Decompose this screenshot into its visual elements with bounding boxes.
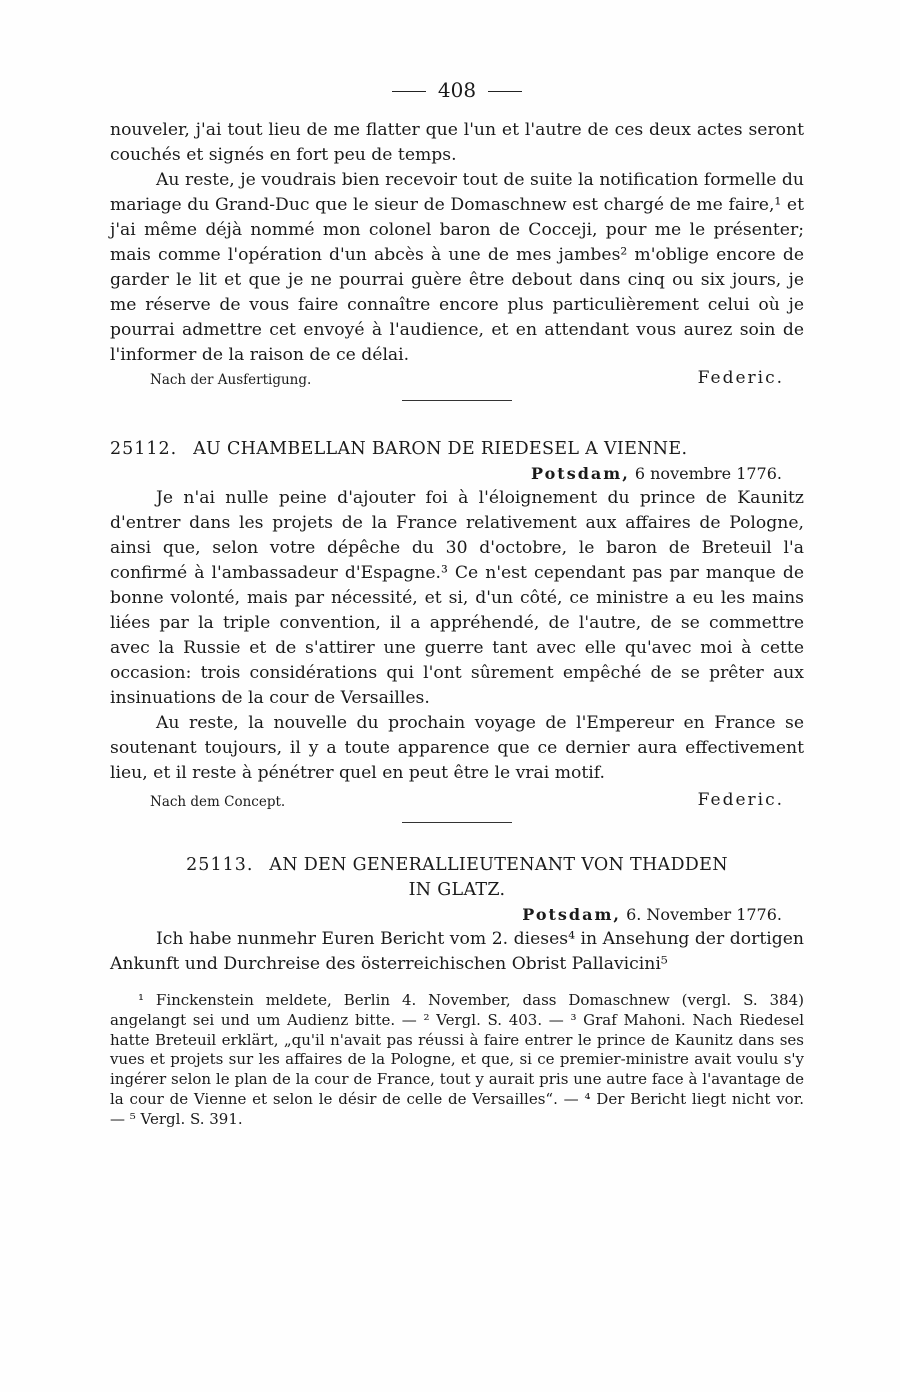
header-dash-right [488, 91, 522, 92]
letter-3-body [110, 927, 804, 977]
place: Potsdam, [522, 905, 621, 924]
paragraph: Au reste, je voudrais bien recevoir tout de suite la notification formelle du mariage du Grand-Duc que le sieur de Domaschnew est chargé de me faire,¹ et j'ai même déjà nommé mon colonel baron de Cocceji, pour me le présenter; mais comme l'opération d'un abcès à une de mes jambes² m'oblige encore de garder le lit et que je ne pourrai guère être debout dans cinq ou six jours, je me réserve de vous faire connaître encore plus particulièrement celui où je pourrai admettre cet envoyé à l'audience, et en attendant vous aurez soin de l'informer de la raison de ce délai. [110, 170, 804, 365]
page [110, 78, 804, 1130]
header-dash-left [392, 91, 426, 92]
date: 6 novembre 1776. [634, 464, 782, 483]
source-note: Nach dem Concept. [150, 794, 286, 810]
letter-number: 25112. [110, 439, 178, 459]
place: Potsdam, [531, 464, 630, 483]
letter-title-line-2: IN GLATZ. [408, 880, 506, 900]
letter-2-heading [110, 437, 804, 462]
paragraph: nouveler, j'ai tout lieu de me flatter que l'un et l'autre de ces deux actes seront couchés et signés en fort peu de temps. [110, 120, 804, 165]
letter-number: 25113. [186, 855, 254, 875]
page-number: 408 [437, 78, 477, 102]
signature: Federic. [697, 790, 784, 810]
letter-1-continuation [110, 118, 804, 368]
closing-row [110, 368, 804, 388]
date: 6. November 1776. [626, 905, 782, 924]
paragraph: Ich habe nunmehr Euren Bericht vom 2. dieses⁴ in Ansehung der dortigen Ankunft und Durchreise des österreichischen Obrist Pallavicini⁵ [110, 929, 804, 974]
closing-row [110, 790, 804, 810]
separator-rule [402, 822, 512, 823]
page-header [110, 78, 804, 118]
letter-title-line-1: AN DEN GENERALLIEUTENANT VON THADDEN [269, 855, 728, 875]
letter-3-dateline [110, 903, 804, 927]
footnotes [110, 991, 804, 1130]
footnote-text: ¹ Finckenstein meldete, Berlin 4. November, dass Domaschnew (vergl. S. 384) angelangt sei und um Audienz bitte. — ² Vergl. S. 403. — ³ Graf Mahoni. Nach Riedesel hatte Breteuil erklärt, „qu'il n'avait pas réussi à faire entrer le prince de Kaunitz dans ses vues et projets sur les affaires de la Pologne, et que, si ce premier-ministre avait voulu s'y ingérer selon le plan de la cour de France, tout y aurait pris une autre face à l'avantage de la cour de Vienne et selon le désir de celle de Versailles“. — ⁴ Der Bericht liegt nicht vor. — ⁵ Vergl. S. 391. [110, 991, 804, 1128]
separator-rule [402, 400, 512, 401]
source-note: Nach der Ausfertigung. [150, 372, 312, 388]
signature: Federic. [697, 368, 784, 388]
letter-2-body [110, 486, 804, 786]
paragraph: Je n'ai nulle peine d'ajouter foi à l'éloignement du prince de Kaunitz d'entrer dans les projets de la France relativement aux affaires de Pologne, ainsi que, selon votre dépêche du 30 d'octobre, le baron de Breteuil l'a confirmé à l'ambassadeur d'Espagne.³ Ce n'est cependant pas par manque de bonne volonté, mais par nécessité, et si, d'un côté, ce ministre a eu les mains liées par la triple convention, il a appréhendé, de l'autre, de se commettre avec la Russie et de s'attirer une guerre tant avec elle qu'avec moi à cette occasion: trois considérations qui l'ont sûrement empêché de se prêter aux insinuations de la cour de Versailles. [110, 488, 804, 708]
letter-3-heading [110, 853, 804, 903]
paragraph: Au reste, la nouvelle du prochain voyage de l'Empereur en France se soutenant toujours, il y a toute apparence que ce dernier aura effectivement lieu, et il reste à pénétrer quel en peut être le vrai motif. [110, 713, 804, 783]
letter-2-dateline [110, 462, 804, 486]
letter-title: AU CHAMBELLAN BARON DE RIEDESEL A VIENNE. [193, 439, 688, 459]
